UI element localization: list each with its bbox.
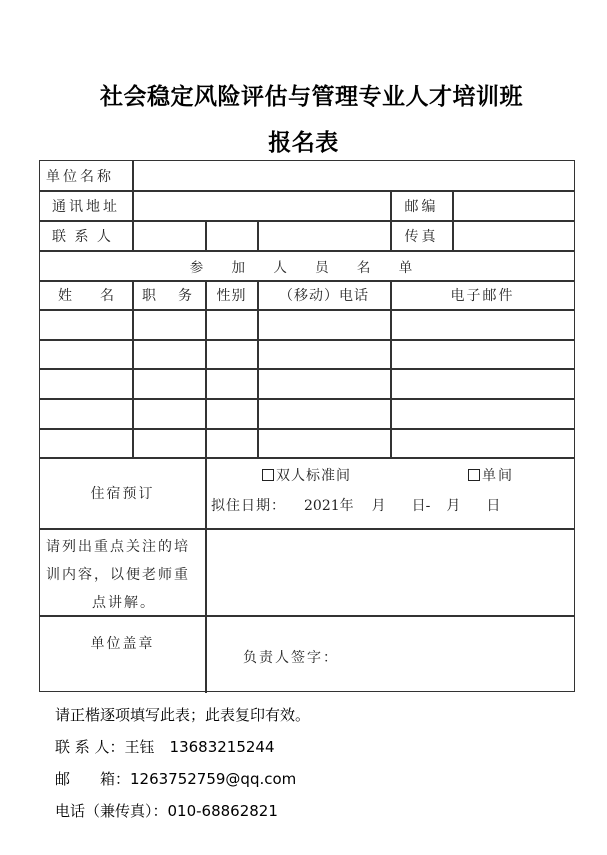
postcode-label: 邮编 bbox=[404, 198, 439, 215]
stay-month-start[interactable]: 月 bbox=[371, 498, 386, 514]
org-name-field[interactable] bbox=[133, 161, 574, 190]
participant-gender-field[interactable] bbox=[206, 340, 257, 368]
fax-field[interactable] bbox=[453, 221, 574, 250]
room-option-single[interactable] bbox=[468, 464, 514, 486]
participant-phone-field[interactable] bbox=[258, 399, 390, 428]
participant-gender-field[interactable] bbox=[206, 429, 257, 457]
focus-label-line: 点讲解。 bbox=[92, 595, 156, 611]
participant-name-field[interactable] bbox=[40, 429, 132, 457]
registration-form bbox=[39, 160, 575, 692]
stay-year: 2021年 bbox=[304, 498, 354, 514]
signature-label: 负责人签字： bbox=[243, 650, 339, 666]
participant-name-field[interactable] bbox=[40, 340, 132, 368]
participant-phone-field[interactable] bbox=[258, 429, 390, 457]
room-option-double[interactable] bbox=[262, 464, 351, 486]
contact-person-note: 联 系 人：王钰 13683215244 bbox=[55, 738, 275, 756]
participant-position-field[interactable] bbox=[133, 310, 205, 339]
contact-field-1[interactable] bbox=[133, 221, 205, 250]
org-name-label: 单位名称 bbox=[46, 168, 114, 185]
stay-dates-label: 拟住日期： bbox=[211, 498, 286, 514]
stay-day-end[interactable]: 日 bbox=[486, 498, 501, 514]
focus-label-line: 请列出重点关注的培 bbox=[46, 539, 190, 555]
page-subtitle: 报名表 bbox=[268, 130, 339, 156]
participant-phone-field[interactable] bbox=[258, 369, 390, 398]
participants-header: 参 加 人 员 名 单 bbox=[189, 259, 425, 276]
participant-phone-field[interactable] bbox=[258, 340, 390, 368]
room-option-double-label: 双人标准间 bbox=[276, 468, 351, 484]
address-field[interactable] bbox=[133, 191, 390, 220]
checkbox-icon[interactable] bbox=[468, 469, 480, 481]
stay-month-end[interactable]: 月 bbox=[446, 498, 461, 514]
stay-day-start[interactable]: 日- bbox=[411, 498, 431, 514]
column-header-name: 姓 名 bbox=[58, 288, 114, 304]
participant-position-field[interactable] bbox=[133, 369, 205, 398]
participant-name-field[interactable] bbox=[40, 310, 132, 339]
checkbox-icon[interactable] bbox=[262, 469, 274, 481]
contact-field-2[interactable] bbox=[206, 221, 257, 250]
postcode-field[interactable] bbox=[453, 191, 574, 220]
column-header-email: 电子邮件 bbox=[450, 288, 515, 304]
participant-gender-field[interactable] bbox=[206, 399, 257, 428]
room-option-single-label: 单间 bbox=[482, 468, 514, 484]
contact-label: 联 系 人 bbox=[52, 228, 113, 245]
column-header-gender: 性别 bbox=[216, 288, 247, 304]
participant-position-field[interactable] bbox=[133, 340, 205, 368]
participant-gender-field[interactable] bbox=[206, 310, 257, 339]
phone-fax-note: 电话（兼传真）：010-68862821 bbox=[55, 802, 278, 820]
email-note: 邮 箱：1263752759@qq.com bbox=[55, 770, 297, 788]
column-header-position: 职 务 bbox=[142, 288, 196, 304]
participant-name-field[interactable] bbox=[40, 399, 132, 428]
participant-email-field[interactable] bbox=[391, 340, 574, 368]
focus-content-label bbox=[46, 533, 202, 617]
instruction-note: 请正楷逐项填写此表；此表复印有效。 bbox=[55, 706, 311, 724]
participant-email-field[interactable] bbox=[391, 429, 574, 457]
focus-content-field[interactable] bbox=[206, 529, 574, 615]
notes bbox=[55, 703, 310, 831]
address-label: 通讯地址 bbox=[52, 198, 120, 215]
participant-email-field[interactable] bbox=[391, 369, 574, 398]
participant-position-field[interactable] bbox=[133, 429, 205, 457]
participant-position-field[interactable] bbox=[133, 399, 205, 428]
lodging-label: 住宿预订 bbox=[90, 486, 155, 502]
column-header-phone: （移动）电话 bbox=[279, 288, 369, 304]
stamp-label: 单位盖章 bbox=[90, 636, 155, 652]
stay-dates bbox=[211, 493, 500, 517]
participant-email-field[interactable] bbox=[391, 399, 574, 428]
page-title: 社会稳定风险评估与管理专业人才培训班 bbox=[100, 84, 523, 110]
contact-field-3[interactable] bbox=[258, 221, 390, 250]
participant-phone-field[interactable] bbox=[258, 310, 390, 339]
fax-label: 传真 bbox=[404, 228, 439, 245]
participant-name-field[interactable] bbox=[40, 369, 132, 398]
participant-gender-field[interactable] bbox=[206, 369, 257, 398]
participant-email-field[interactable] bbox=[391, 310, 574, 339]
focus-label-line: 训内容，以便老师重 bbox=[46, 567, 190, 583]
